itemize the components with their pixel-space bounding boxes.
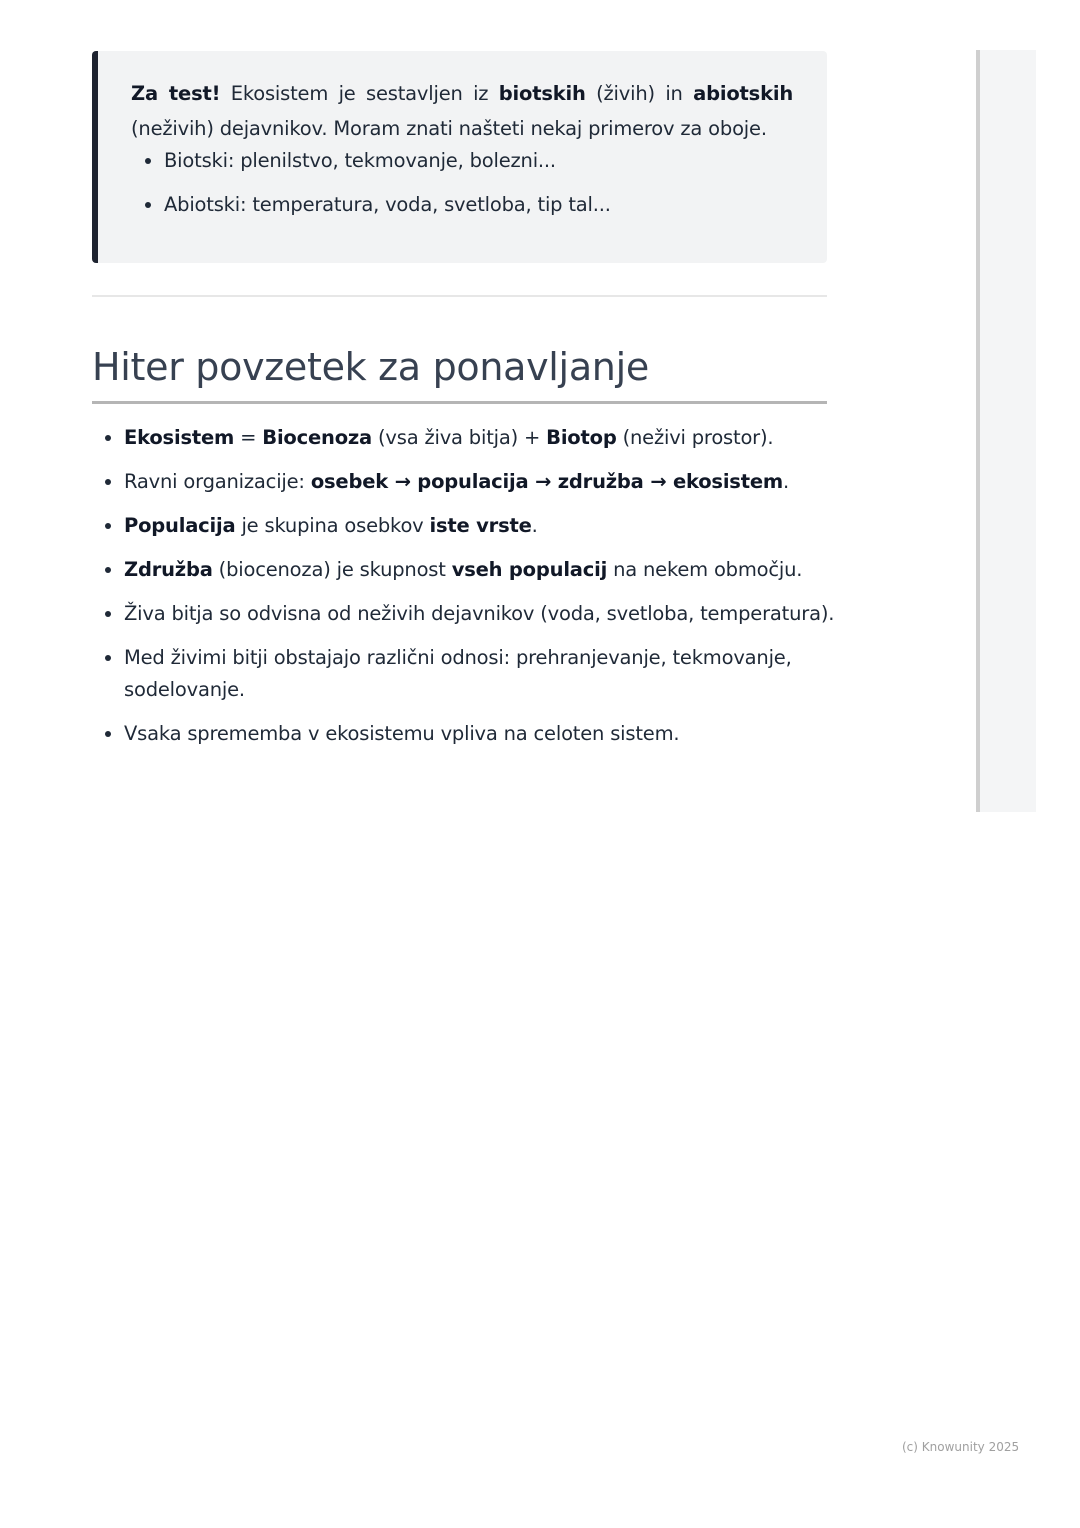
item-text: je skupina osebkov <box>235 514 430 537</box>
summary-list-item <box>124 718 864 750</box>
callout-bold-label: Za test! <box>131 82 221 105</box>
callout-paragraph <box>131 76 793 146</box>
callout-bold-term: abiotskih <box>693 82 794 105</box>
bold-term: iste vrste <box>429 514 532 537</box>
summary-list-item <box>124 598 864 630</box>
bold-term: Združba <box>124 558 213 581</box>
summary-list-item <box>124 510 864 542</box>
callout-text: (neživih) dejavnikov. Moram znati našteti nekaj primerov za oboje. <box>131 117 767 140</box>
bold-term: Populacija <box>124 514 236 537</box>
bold-term: vseh populacij <box>451 558 608 581</box>
callout-list <box>131 146 793 219</box>
section-heading: Hiter povzetek za ponavljanje <box>92 340 827 404</box>
item-text: Med živimi bitji obstajajo različni odnosi: prehranjevanje, tekmovanje, sodelovanje. <box>124 646 792 701</box>
summary-list-item <box>124 554 864 586</box>
item-text: Ravni organizacije: <box>124 470 311 493</box>
summary-list <box>92 422 864 762</box>
section-divider <box>92 295 827 297</box>
summary-list-item <box>124 422 864 454</box>
item-text: . <box>531 514 538 537</box>
item-text: (neživi prostor). <box>616 426 774 449</box>
item-text: Vsaka sprememba v ekosistemu vpliva na celoten sistem. <box>124 722 680 745</box>
item-text: (vsa živa bitja) + <box>372 426 547 449</box>
summary-list-item <box>124 642 864 706</box>
item-text: Živa bitja so odvisna od neživih dejavnikov (voda, svetloba, temperatura). <box>124 602 835 625</box>
bold-term: Ekosistem <box>124 426 235 449</box>
copyright-footer: (c) Knowunity 2025 <box>902 1440 1020 1454</box>
exam-tip-callout <box>92 51 827 263</box>
callout-list-item: • Abiotski: temperatura, voda, svetloba, tip tal... <box>164 190 793 219</box>
item-text: (biocenoza) je skupnost <box>212 558 452 581</box>
item-text: na nekem območju. <box>607 558 803 581</box>
item-text: . <box>782 470 789 493</box>
callout-text: Ekosistem je sestavljen iz <box>220 82 499 105</box>
callout-bold-term: biotskih <box>498 82 586 105</box>
summary-list-item <box>124 466 864 498</box>
item-text: = <box>234 426 263 449</box>
bold-term: Biotop <box>546 426 617 449</box>
callout-text: (živih) in <box>585 82 694 105</box>
bold-term: osebek → populacija → združba → ekosistem <box>310 470 783 493</box>
callout-list-item: • Biotski: plenilstvo, tekmovanje, bolezni... <box>164 146 793 175</box>
side-panel <box>976 50 1036 812</box>
bold-term: Biocenoza <box>262 426 372 449</box>
